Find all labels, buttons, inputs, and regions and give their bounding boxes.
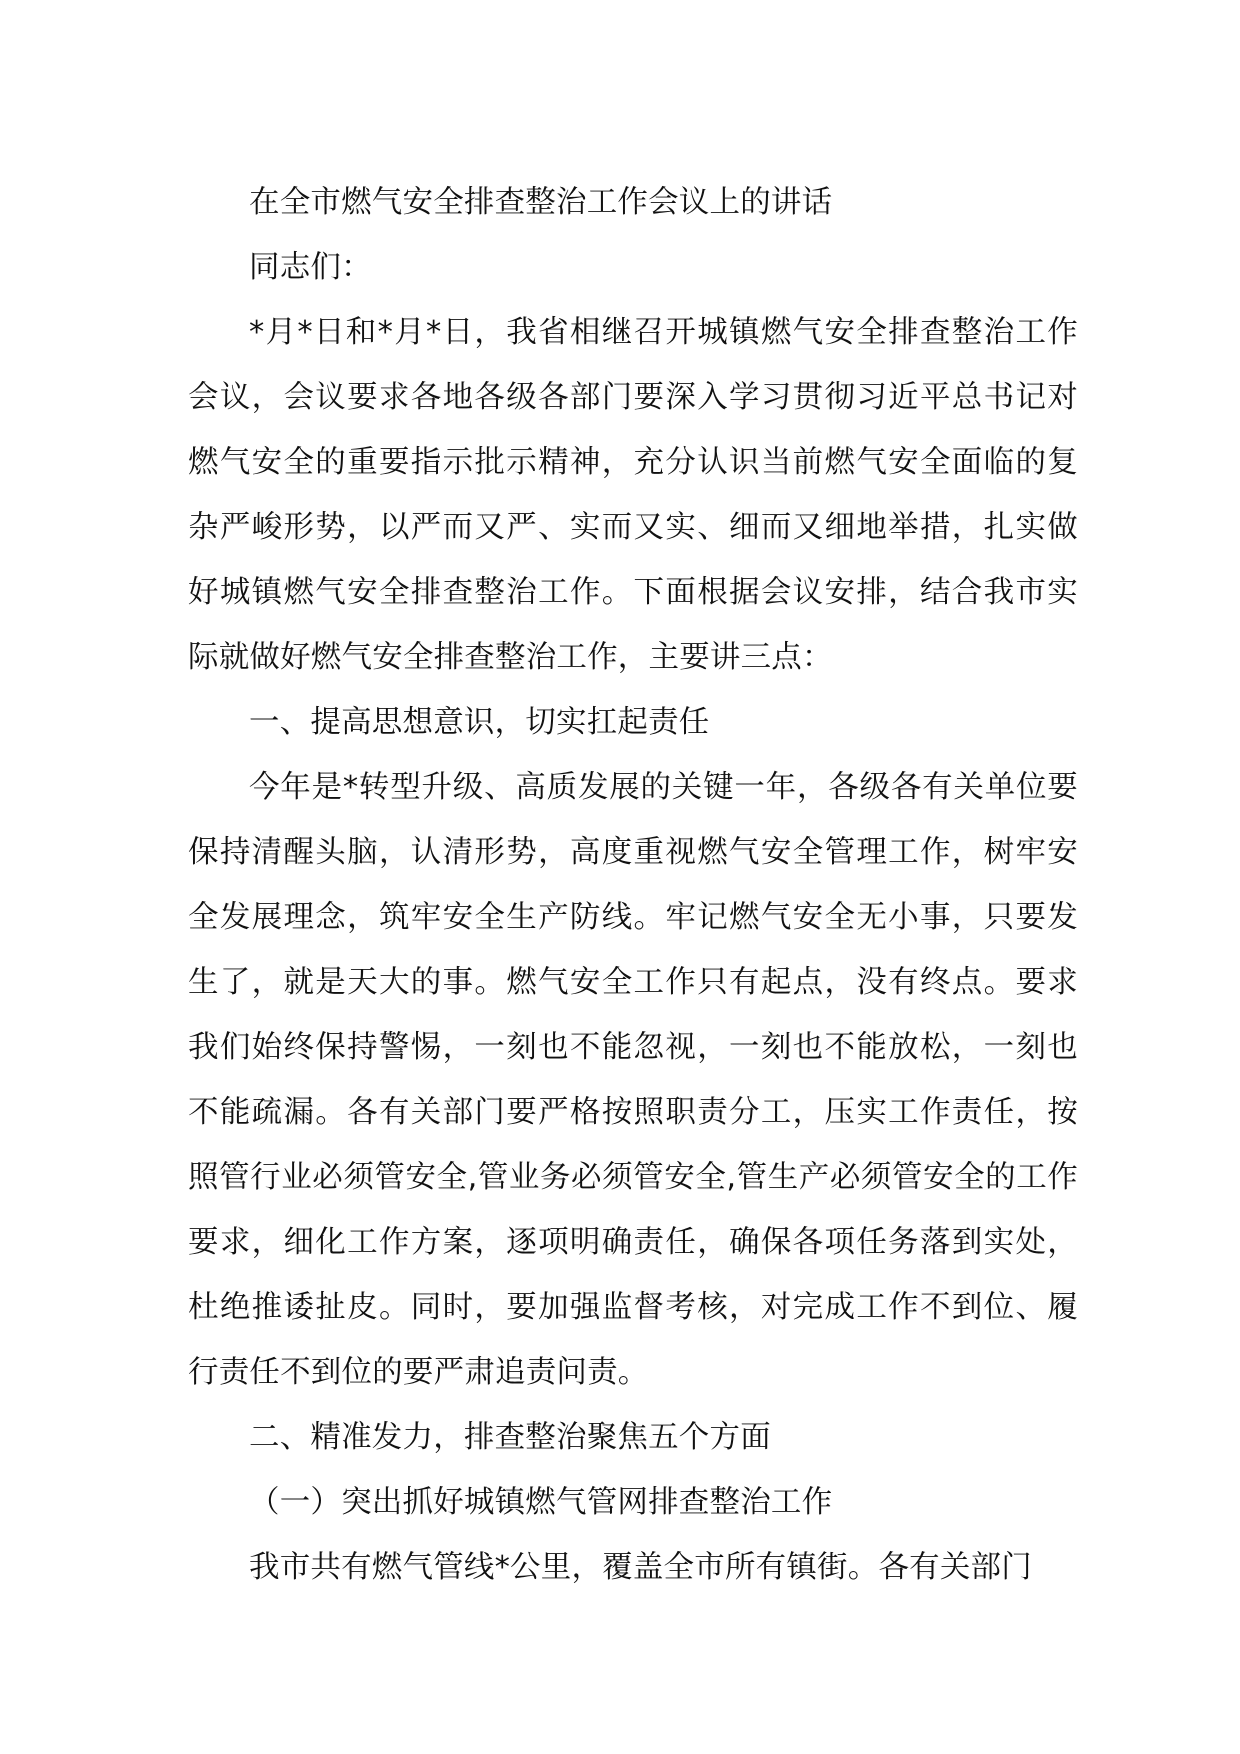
subsection-heading-1: （一）突出抓好城镇燃气管网排查整治工作 xyxy=(249,1485,833,1520)
salutation: 同志们： xyxy=(249,250,372,285)
paragraph-subsection-1: 我市共有燃气管线*公里，覆盖全市所有镇街。各有关部门 xyxy=(249,1550,1032,1585)
section-heading-1: 一、提高思想意识，切实扛起责任 xyxy=(249,705,710,740)
paragraph-section-1: 今年是*转型升级、高质发展的关键一年，各级各有关单位要保持清醒头脑，认清形势，高度重视燃气安全管理工作，树牢安全发展理念，筑牢安全生产防线。牢记燃气安全无小事，只要发生了，就是天大的事。燃气安全工作只有起点，没有终点。要求我们始终保持警惕，一刻也不能忽视，一刻也不能放松，一刻也不能疏漏。各有关部门要严格按照职责分工，压实工作责任，按照管行业必须管安全,管业务必须管安全,管生产必须管安全的工作要求，细化工作方案，逐项明确责任，确保各项任务落到实处，杜绝推诿扯皮。同时，要加强监督考核，对完成工作不到位、履行责任不到位的要严肃追责问责。 xyxy=(188,770,1078,1390)
document-body xyxy=(188,170,1078,1600)
document-title: 在全市燃气安全排查整治工作会议上的讲话 xyxy=(249,185,833,220)
paragraph-intro: *月*日和*月*日，我省相继召开城镇燃气安全排查整治工作会议，会议要求各地各级各部门要深入学习贯彻习近平总书记对燃气安全的重要指示批示精神，充分认识当前燃气安全面临的复杂严峻形势，以严而又严、实而又实、细而又细地举措，扎实做好城镇燃气安全排查整治工作。下面根据会议安排，结合我市实际就做好燃气安全排查整治工作，主要讲三点： xyxy=(188,315,1078,675)
section-heading-2: 二、精准发力，排查整治聚焦五个方面 xyxy=(249,1420,771,1455)
